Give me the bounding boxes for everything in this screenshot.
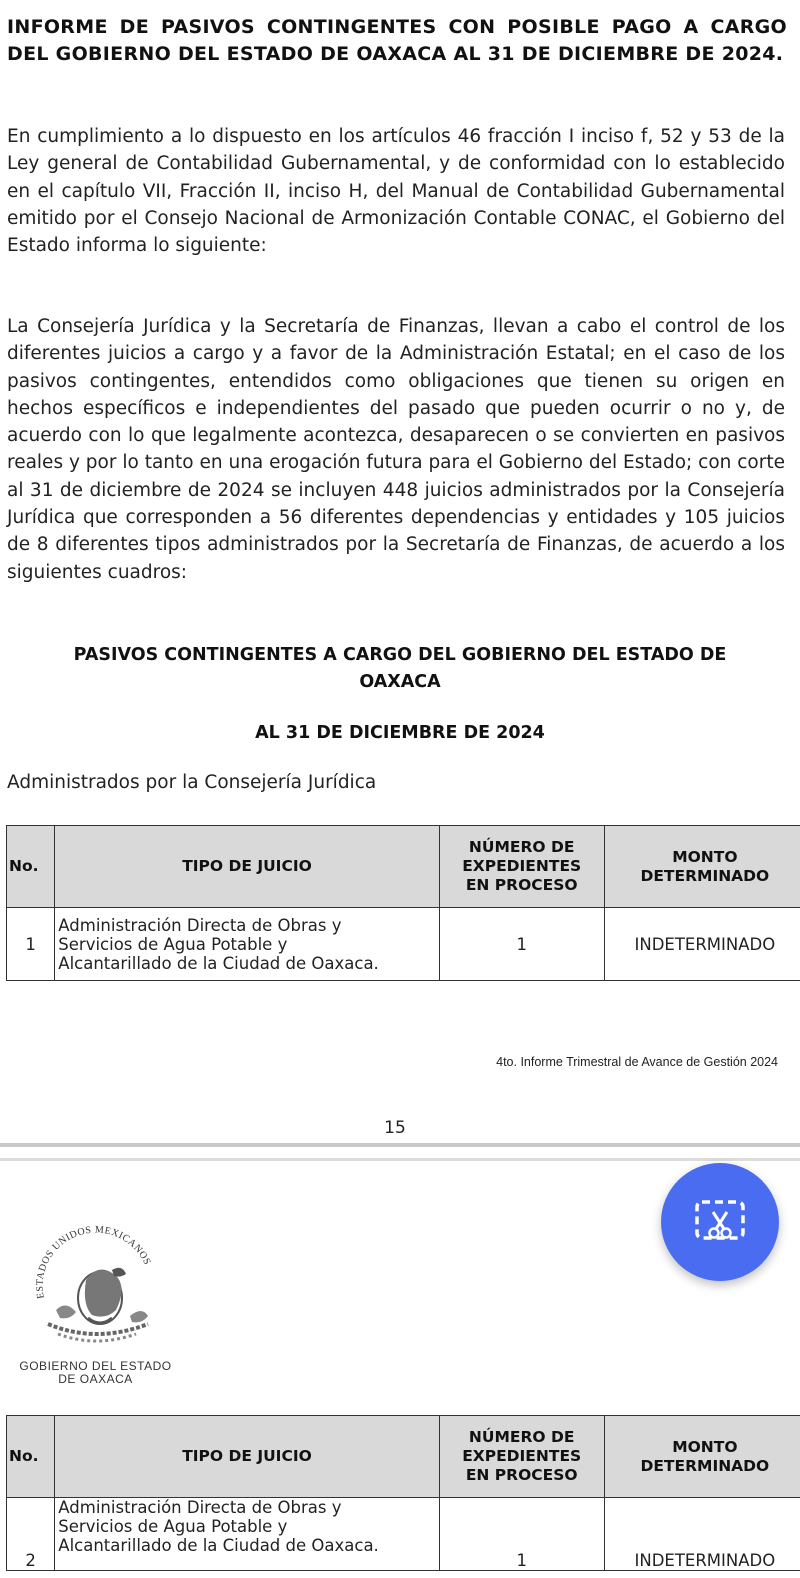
section-title [0,642,800,696]
cell-monto: INDETERMINADO [604,908,800,981]
footer-note: 4to. Informe Trimestral de Avance de Gestión 2024 [496,1055,778,1069]
table-row [7,1498,800,1571]
header-monto [604,826,800,908]
cell-no: 2 [7,1498,55,1571]
cell-tipo [55,908,439,981]
header-numero-line2: EXPEDIENTES [462,857,582,875]
header-numero-line3: EN PROCESO [465,876,578,894]
seal-arc-text: ESTADOS UNIDOS MEXICANOS [34,1224,153,1300]
cell-tipo-line1: Administración Directa de Obras y [58,915,342,935]
header-numero-line3: EN PROCESO [465,1466,578,1484]
table-row [7,908,800,981]
header-no: No. [7,826,55,908]
cell-tipo-line2: Servicios de Agua Potable y [58,934,288,954]
intro-paragraph: En cumplimiento a lo dispuesto en los artículos 46 fracción I inciso f, 52 y 53 de la Ley general de Contabilidad Gubernamental, y de conformidad con lo establecido en el capítulo VII, Fracción II, inciso H, del Manual de Contabilidad Gubernamental emitido por el Consejo Nacional de Armonización Contable CONAC, el Gobierno del Estado informa lo siguiente: [7,126,785,257]
header-monto-line2: DETERMINADO [640,1456,770,1475]
cell-tipo-line3: Alcantarillado de la Ciudad de Oaxaca. [58,1536,379,1555]
header-numero-line1: NÚMERO DE [468,838,575,856]
cell-numero: 1 [439,908,604,981]
subheading: Administrados por la Consejería Jurídica [7,772,377,793]
eagle-seal-icon [26,1220,161,1350]
cell-tipo-line3: Alcantarillado de la Ciudad de Oaxaca. [58,953,379,973]
table-header-row [7,826,800,908]
page-separator-line-top [0,1143,800,1147]
header-monto [604,1416,800,1498]
header-tipo: TIPO DE JUICIO [55,826,439,908]
body-paragraph: La Consejería Jurídica y la Secretaría de Finanzas, llevan a cabo el control de los diferentes juicios a cargo y a favor de la Administración Estatal; en el caso de los pasivos contingentes, entendidos como obligaciones que tienen su origen en hechos específicos e independientes del pasado que pueden ocurrir o no y, de acuerdo con lo que legalmente acontezca, desaparecen o se convierten en pasivos reales y por lo tanto en una erogación futura para el Gobierno del Estado; con corte al 31 de diciembre de 2024 se incluyen 448 juicios administrados por la Consejería Jurídica que corresponden a 56 diferentes dependencias y entidades y 105 juicios de 8 diferentes tipos administrados por la Secretaría de Finanzas, de acuerdo a los siguientes cuadros: [7,316,785,583]
cell-monto: INDETERMINADO [604,1498,800,1571]
screenshot-fab-button[interactable] [661,1163,779,1281]
section-date: AL 31 DE DICIEMBRE DE 2024 [255,723,545,743]
header-numero-line2: EXPEDIENTES [462,1447,582,1465]
header-tipo: TIPO DE JUICIO [55,1416,439,1498]
cell-no: 1 [7,908,55,981]
header-monto-line2: DETERMINADO [640,866,770,885]
page-separator-line-bottom [0,1158,800,1161]
table-header-row [7,1416,800,1498]
screenshot-scissors-icon [694,1199,746,1245]
cell-tipo-line2: Servicios de Agua Potable y [58,1517,288,1536]
header-numero [439,826,604,908]
header-monto-line1: MONTO [672,1437,738,1456]
juicios-table-1 [6,825,800,981]
gov-name-line1: GOBIERNO DEL ESTADO [19,1359,172,1373]
page-number: 15 [384,1118,406,1138]
header-numero-line1: NÚMERO DE [468,1428,575,1446]
header-monto-line1: MONTO [672,847,738,866]
cell-numero: 1 [439,1498,604,1571]
section-title-line2: OAXACA [359,672,441,692]
section-title-line1: PASIVOS CONTINGENTES A CARGO DEL GOBIERNO DEL ESTADO DE [73,645,727,665]
government-name [8,1360,183,1386]
coat-of-arms-seal [26,1220,161,1350]
juicios-table-2 [6,1415,800,1571]
header-no: No. [7,1416,55,1498]
cell-tipo-line1: Administración Directa de Obras y [58,1498,342,1517]
cell-tipo [55,1498,439,1571]
document-title: INFORME DE PASIVOS CONTINGENTES CON POSIBLE PAGO A CARGO DEL GOBIERNO DEL ESTADO DE OAXACA AL 31 DE DICIEMBRE DE 2024. [7,16,787,65]
gov-name-line2: DE OAXACA [58,1372,133,1386]
header-numero [439,1416,604,1498]
